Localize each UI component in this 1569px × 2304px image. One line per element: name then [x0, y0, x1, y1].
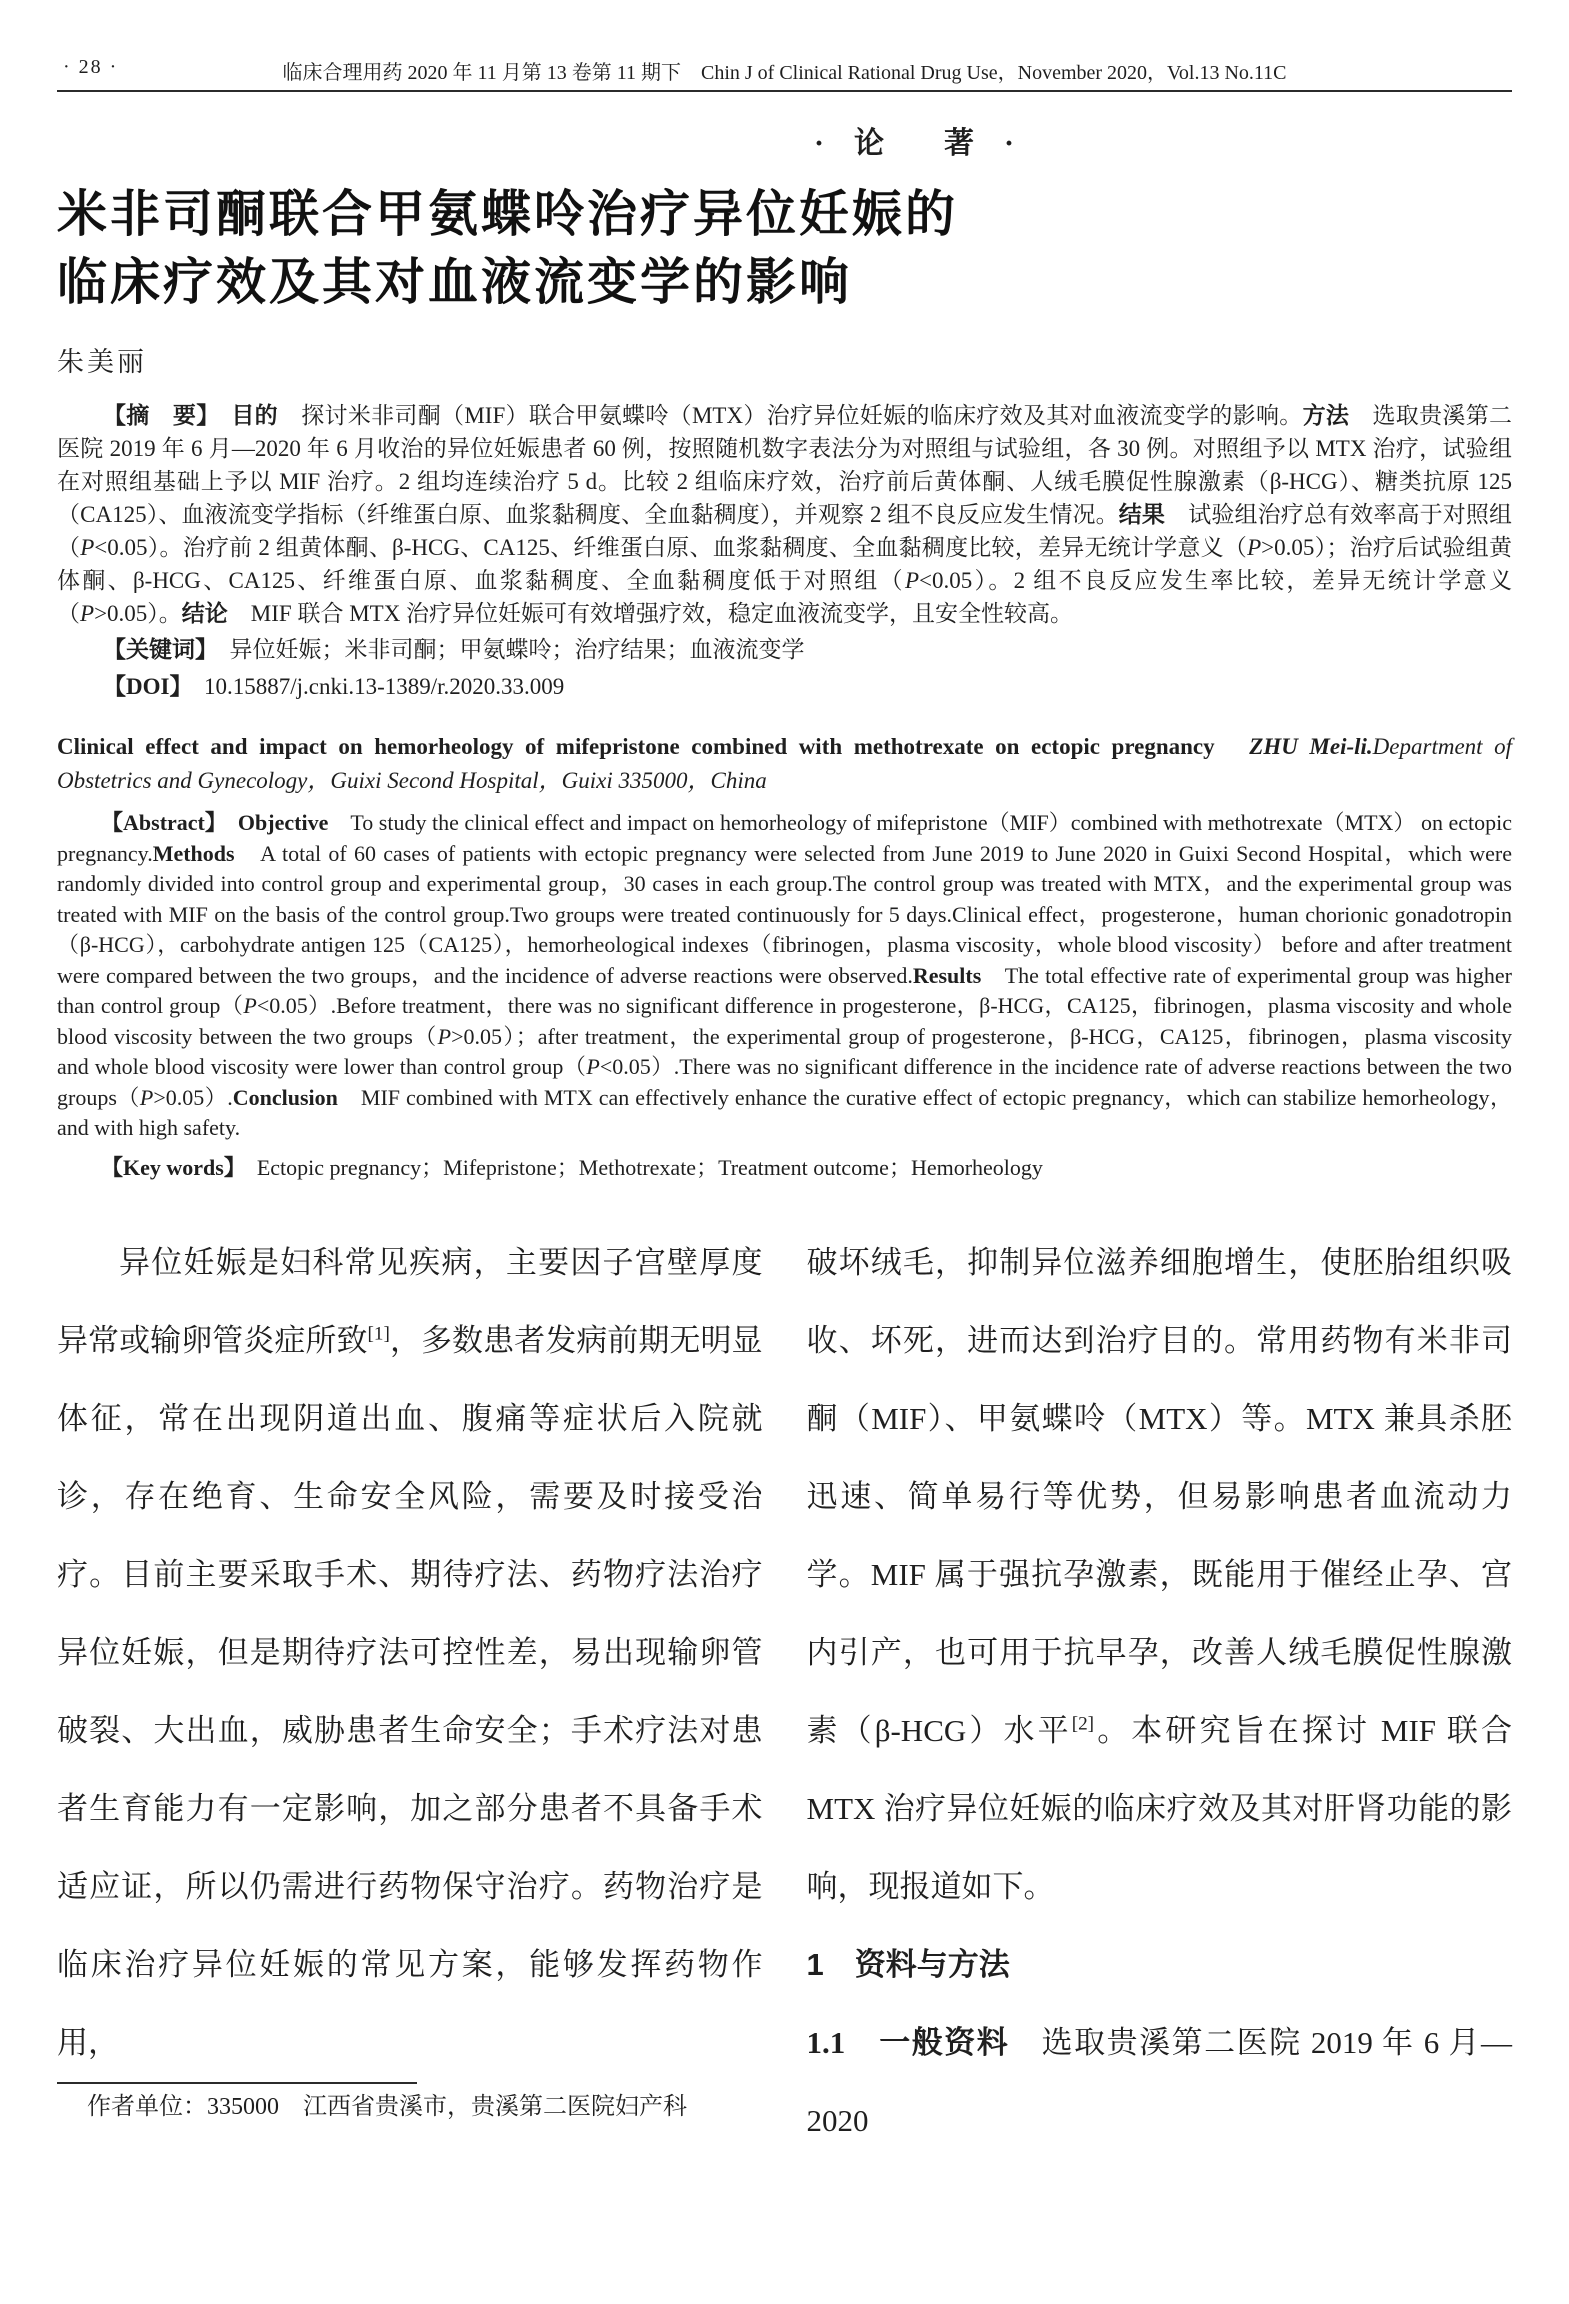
text-segment: 10.15887/j.cnki.13-1389/r.2020.33.009 — [203, 674, 565, 699]
text-segment: <0.05）.Before treatment，there was no significant difference in progesterone，β-HCG，CA125，fibrinogen，plasma viscosity and whole blood viscosity between the two groups（ — [57, 993, 1512, 1049]
section-1-1-paragraph — [807, 2004, 1513, 2160]
text-segment: 探讨米非司酮（MIF）联合甲氨蝶呤（MTX）治疗异位妊娠的临床疗效及其对血液流变学的影响。 — [301, 403, 1303, 428]
article-type-label: · 论 著 · — [813, 127, 1014, 160]
page-number: · 28 · — [63, 56, 119, 78]
cn-keywords-line — [57, 632, 1512, 667]
text-segment: P — [80, 601, 95, 626]
article-title-cn — [57, 180, 1512, 316]
author-affiliation-text: 作者单位：335000 江西省贵溪市，贵溪第二医院妇产科 — [87, 2093, 687, 2120]
text-segment: P — [139, 1084, 154, 1110]
text-segment: 方法 — [1302, 403, 1373, 428]
text-segment: 。本研究旨在探讨 MIF 联合 MTX 治疗异位妊娠的临床疗效及其对肝肾功能的影响，现报道如下。 — [806, 1712, 1512, 1904]
intro-paragraph-left — [57, 1224, 763, 2082]
text-segment: Conclusion — [232, 1084, 361, 1110]
text-segment: 结果 — [1118, 502, 1189, 527]
text-segment: 【Abstract】 — [101, 810, 238, 835]
text-segment: MIF combined with MTX can effectively enhance the curative effect of ectopic pregnancy，which can stabilize hemorheology，and with high safety. — [57, 1084, 1512, 1140]
text-segment: P — [437, 1023, 452, 1049]
text-segment: 【DOI】 — [103, 674, 204, 699]
text-segment: 目的 — [231, 403, 302, 428]
text-segment: Results — [912, 962, 1005, 988]
en-abstract-paragraph — [57, 808, 1512, 1144]
text-segment: Department of Obstetrics and Gynecology，Guixi Second Hospital，Guixi 335000，China — [57, 734, 1513, 793]
text-segment: 破坏绒毛，抑制异位滋养细胞增生，使胚胎组织吸收、坏死，进而达到治疗目的。常用药物有米非司酮（MIF）、甲氨蝶呤（MTX）等。MTX 兼具杀胚迅速、简单易行等优势，但易影响患者血流动力学。MIF 属于强抗孕激素，既能用于催经止孕、宫内引产，也可用于抗早孕，改善人绒毛膜促性腺激素（β-HCG）水平 — [806, 1244, 1512, 1748]
text-segment: 【摘 要】 — [103, 403, 232, 428]
text-segment: 异位妊娠是妇科常见疾病，主要因子宫壁厚度异常或输卵管炎症所致 — [57, 1244, 763, 1358]
text-segment: Ectopic pregnancy；Mifepristone；Methotrexate；Treatment outcome；Hemorheology — [256, 1154, 1043, 1180]
intro-paragraph-right — [807, 1224, 1513, 1926]
text-segment: Objective — [237, 810, 351, 835]
body-two-columns — [57, 1224, 1513, 2138]
text-segment: P — [243, 993, 257, 1018]
text-segment: 1.1 一般资料 — [806, 2024, 1042, 2060]
doi-line — [57, 669, 1512, 704]
text-segment: MIF 联合 MTX 治疗异位妊娠可有效增强疗效，稳定血液流变学，且安全性较高。 — [250, 601, 1074, 626]
text-segment: Clinical effect and impact on hemorheology of mifepristone combined with methotrexate on ectopic pregnancy — [57, 734, 1250, 759]
title-line-1: 米非司酮联合甲氨蝶呤治疗异位妊娠的 — [57, 186, 958, 242]
section-1-heading: 1 资料与方法 — [806, 1946, 1010, 1982]
text-segment: <0.05）。2 组不良反应发生率比较，差异无统计学意义（ — [57, 568, 1512, 626]
text-segment: 结论 — [181, 601, 251, 626]
article-title-en — [57, 730, 1512, 798]
text-segment: >0.05）. — [153, 1084, 233, 1110]
text-segment: P — [586, 1054, 600, 1079]
english-section — [57, 730, 1512, 1184]
text-segment: Methods — [152, 840, 261, 866]
text-segment: >0.05）。 — [94, 601, 182, 626]
text-segment: The total effective rate of experimental group was higher than control group（ — [57, 962, 1512, 1018]
text-segment: P — [80, 535, 95, 560]
text-segment: >0.05）；治疗后试验组黄体酮、β-HCG、CA125、纤维蛋白原、血浆黏稠度、全血黏稠度低于对照组（ — [57, 535, 1512, 593]
cn-abstract-paragraph — [57, 399, 1512, 630]
text-segment: 选取贵溪第二医院 2019 年 6 月—2020 — [806, 2024, 1513, 2138]
text-segment: 选取贵溪第二医院 2019 年 6 月—2020 年 6 月收治的异位妊娠患者 60 例，按照随机数字表法分为对照组与试验组，各 30 例。对照组予以 MTX 治疗，试验组在对照组基础上予以 MIF 治疗。2 组均连续治疗 5 d。比较 2 组临床疗效，治疗前后黄体酮、人绒毛膜促性腺激素（β-HCG）、糖类抗原 125（CA125）、血液流变学指标（纤维蛋白原、血浆黏稠度、全血黏稠度），并观察 2 组不良反应发生情况。 — [57, 403, 1513, 527]
author-name: 朱美丽 — [57, 347, 147, 377]
body-left-column — [57, 1224, 763, 2120]
text-segment: [1] — [367, 1323, 390, 1345]
title-line-2: 临床疗效及其对血液流变学的影响 — [57, 254, 852, 310]
text-segment: 【Key words】 — [101, 1154, 257, 1180]
author-affiliation-footnote — [57, 2082, 763, 2130]
en-keywords-line — [57, 1152, 1512, 1184]
text-segment: <0.05）.There was no significant difference in the incidence rate of adverse reactions between the two groups（ — [57, 1054, 1512, 1110]
header-divider — [57, 90, 1512, 92]
page-header — [57, 54, 1512, 84]
text-segment: 异位妊娠；米非司酮；甲氨蝶呤；治疗结果；血液流变学 — [229, 637, 805, 662]
text-segment: P — [1247, 535, 1262, 560]
text-segment: ，多数患者发病前期无明显体征，常在出现阴道出血、腹痛等症状后入院就诊，存在绝育、生命安全风险，需要及时接受治疗。目前主要采取手术、期待疗法、药物疗法治疗异位妊娠，但是期待疗法可控性差，易出现输卵管破裂、大出血，威胁患者生命安全；手术疗法对患者生育能力有一定影响，加之部分患者不具备手术适应证，所以仍需进行药物保守治疗。药物治疗是临床治疗异位妊娠的常见方案，能够发挥药物作用， — [57, 1322, 763, 2060]
text-segment: 试验组治疗总有效率高于对照组（ — [57, 502, 1513, 560]
journal-info-line: 临床合理用药 2020 年 11 月第 13 卷第 11 期下 Chin J of Clinical Rational Drug Use，November 2020，Vol.13 No.11C — [282, 62, 1287, 84]
text-segment: >0.05）；after treatment，the experimental group of progesterone，β-HCG，CA125，fibrinogen，plasma viscosity and whole blood viscosity were lower than control group（ — [57, 1023, 1512, 1079]
text-segment: P — [904, 568, 919, 593]
text-segment: [2] — [1071, 1713, 1095, 1735]
text-segment: 【关键词】 — [103, 637, 230, 662]
text-segment: ZHU Mei-li. — [1249, 734, 1373, 759]
text-segment: <0.05）。治疗前 2 组黄体酮、β-HCG、CA125、纤维蛋白原、血浆黏稠度、全血黏稠度比较，差异无统计学意义（ — [94, 535, 1248, 560]
text-segment: To study the clinical effect and impact on hemorheology of mifepristone（MIF）combined with methotrexate（MTX） on ectopic pregnancy. — [57, 810, 1512, 866]
body-right-column — [806, 1224, 1513, 2138]
text-segment: A total of 60 cases of patients with ectopic pregnancy were selected from June 2019 to June 2020 in Guixi Second Hospital，which were randomly divided into control group and experimental group，30 cases in each group.The control group was treated with MTX，and the experimental group was treated with MIF on the basis of the control group.Two groups were treated continuously for 5 days.Clinical effect，progesterone，human chorionic gonadotropin（β-HCG），carbohydrate antigen 125（CA125），hemorheological indexes（fibrinogen，plasma viscosity，whole blood viscosity） before and after treatment were compared between the two groups，and the incidence of adverse reactions were observed. — [57, 840, 1512, 988]
